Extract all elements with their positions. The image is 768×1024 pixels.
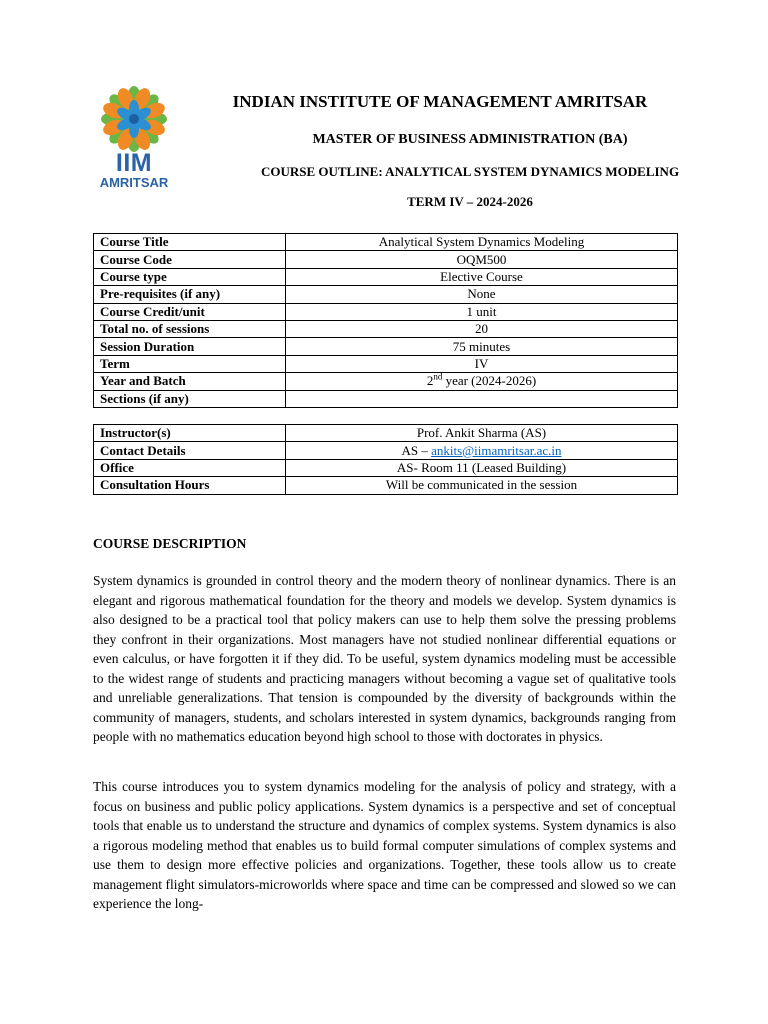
year-batch-text: year (2024-2026) <box>442 373 537 389</box>
row-value <box>286 390 678 407</box>
course-description-heading: COURSE DESCRIPTION <box>93 536 247 551</box>
row-value: 1 unit <box>286 303 678 320</box>
row-value: Prof. Ankit Sharma (AS) <box>286 425 678 442</box>
programme-name: MASTER OF BUSINESS ADMINISTRATION (BA) <box>312 132 628 147</box>
instructor-details-table <box>93 424 678 495</box>
row-label: Session Duration <box>94 338 286 355</box>
table-row <box>94 303 678 320</box>
year-number: 2 <box>426 373 434 389</box>
row-label: Total no. of sessions <box>94 320 286 337</box>
row-value: OQM500 <box>286 251 678 268</box>
description-paragraph-2: This course introduces you to system dynamics modeling for the analysis of policy and strategy, with a focus on business and public policy applications. System dynamics is a perspective and set of conceptual tools that enable us to understand the structure and dynamics of complex systems. System dynamics is also a rigorous modeling method that enables us to build formal computer simulations of complex systems and use them to design more effective policies and organizations. Together, these tools allow us to create management flight simulators-microworlds where space and time can be compressed and slowed so we can experience the long- <box>93 779 676 911</box>
email-link[interactable]: ankits@iimamritsar.ac.in <box>431 442 562 458</box>
table-row <box>94 390 678 407</box>
row-label: Year and Batch <box>94 373 286 390</box>
table-row <box>94 459 678 476</box>
row-label: Course Credit/unit <box>94 303 286 320</box>
course-outline-title: COURSE OUTLINE: ANALYTICAL SYSTEM DYNAMICS MODELING <box>260 164 680 179</box>
table-row <box>94 268 678 285</box>
table-row <box>94 373 678 390</box>
table-row <box>94 251 678 268</box>
table-row <box>94 355 678 372</box>
logo-city-text: AMRITSAR <box>99 175 169 190</box>
row-label: Instructor(s) <box>94 425 286 442</box>
description-paragraph-1: System dynamics is grounded in control theory and the modern theory of nonlinear dynamics. There is an elegant and rigorous mathematical foundation for the theory and models we develop. System dynamics is also designed to be a practical tool that policy makers can use to help them solve the pressing problems they confront in their organizations. Most managers have not studied nonlinear differential equations or even calculus, or have forgotten it if they did. To be useful, system dynamics modeling must be accessible to the widest range of students and practicing managers without becoming a vague set of qualitative tools and unreliable generalizations. That tension is compounded by the diversity of backgrounds within the community of managers, students, and scholars interested in system dynamics, backgrounds ranging from people with no mathematics education beyond high school to those with doctorates in physics. <box>93 573 676 744</box>
contact-prefix: AS – <box>401 442 432 458</box>
row-value: 75 minutes <box>286 338 678 355</box>
row-label: Pre-requisites (if any) <box>94 286 286 303</box>
row-label: Consultation Hours <box>94 477 286 494</box>
institute-name: INDIAN INSTITUTE OF MANAGEMENT AMRITSAR <box>232 92 648 111</box>
table-row <box>94 234 678 251</box>
row-label: Course Title <box>94 234 286 251</box>
year-ordinal-suffix: nd <box>433 371 443 382</box>
row-value: IV <box>286 355 678 372</box>
row-label: Sections (if any) <box>94 390 286 407</box>
table-row <box>94 477 678 494</box>
row-value: None <box>286 286 678 303</box>
logo-iim-text: IIM <box>115 149 153 177</box>
table-row <box>94 286 678 303</box>
row-value: Analytical System Dynamics Modeling <box>286 234 678 251</box>
row-label: Contact Details <box>94 442 286 459</box>
row-value <box>286 373 678 390</box>
table-row <box>94 338 678 355</box>
row-label: Course Code <box>94 251 286 268</box>
row-value <box>286 442 678 459</box>
course-details-table <box>93 233 678 408</box>
row-label: Term <box>94 355 286 372</box>
row-label: Course type <box>94 268 286 285</box>
row-value: AS- Room 11 (Leased Building) <box>286 459 678 476</box>
row-value: 20 <box>286 320 678 337</box>
table-row <box>94 442 678 459</box>
term-heading: TERM IV – 2024-2026 <box>407 194 533 209</box>
row-label: Office <box>94 459 286 476</box>
table-row <box>94 320 678 337</box>
row-value: Elective Course <box>286 268 678 285</box>
row-value: Will be communicated in the session <box>286 477 678 494</box>
table-row <box>94 425 678 442</box>
